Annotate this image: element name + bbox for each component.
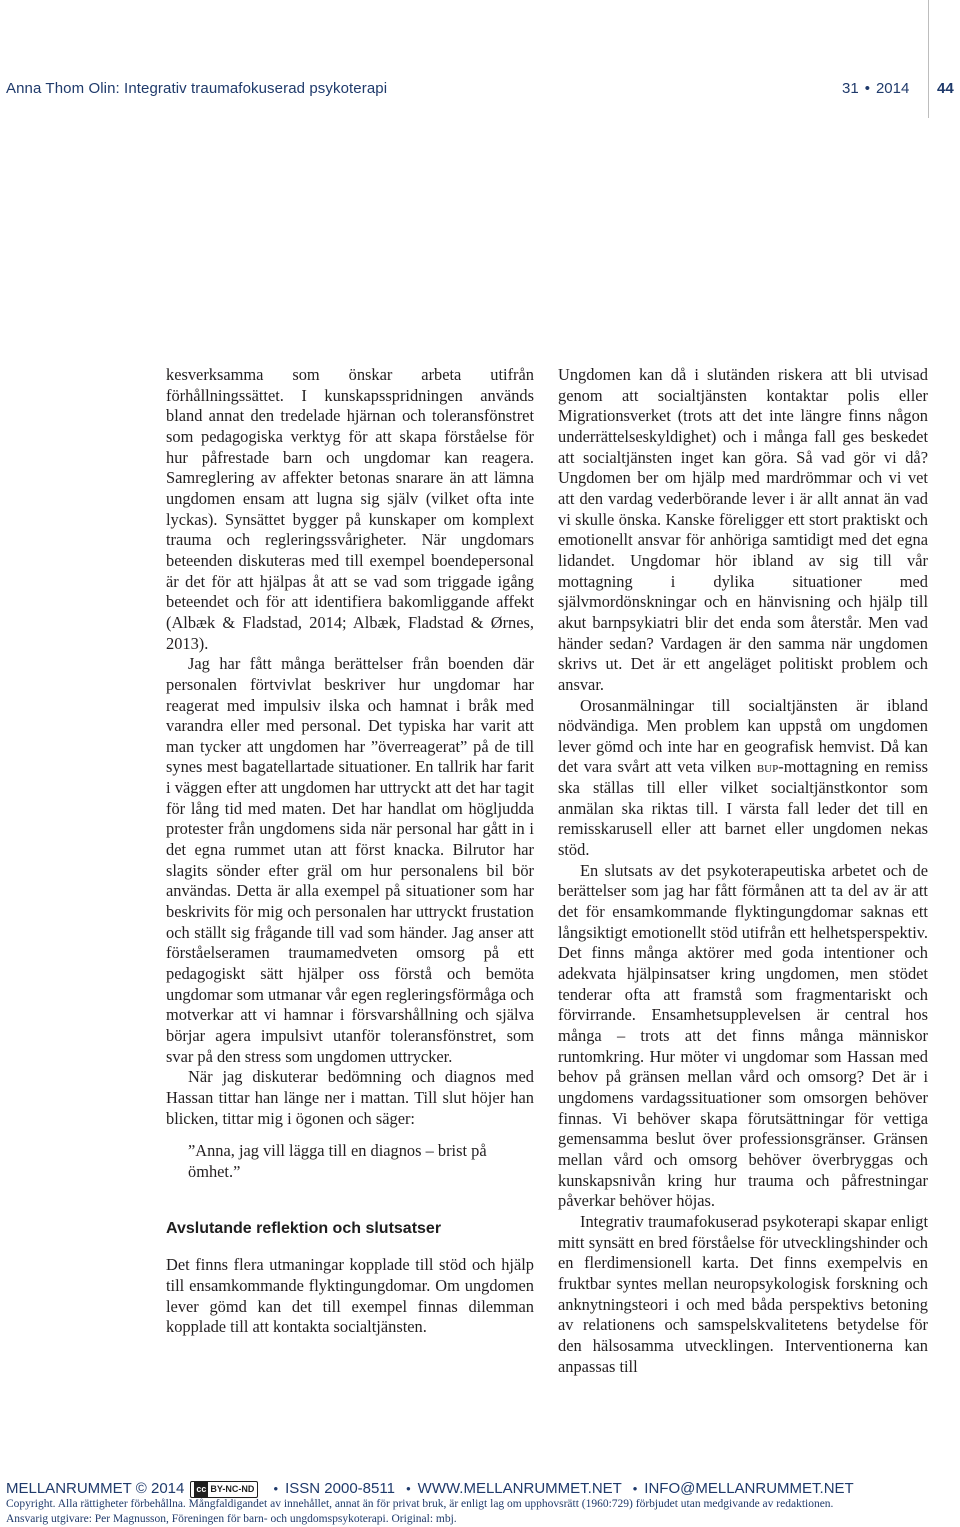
- paragraph-text: -mottagning en remiss ska ställas till eller vilket socialtjänstkontor som anmälan ska riktas till. I värsta fall leder det till en remisskarusell eller att barnet eller ungdomen nekas stöd.: [558, 757, 928, 860]
- left-column: [166, 365, 534, 1338]
- section-heading: Avslutande reflektion och slutsatser: [166, 1219, 442, 1237]
- license-label: BY-NC-ND: [210, 1483, 255, 1494]
- paragraph: [558, 696, 928, 861]
- footer-info: [6, 1480, 930, 1498]
- right-column: [558, 365, 928, 1377]
- header-vertical-rule: [928, 0, 929, 118]
- copyright-icon: ©: [135, 1480, 147, 1497]
- paragraph: Ungdomen kan då i slutänden riskera att bli utvisad genom att socialtjänsten kontaktar polis eller Migrationsverket (trots att det inte längre finns någon underrättelseskyldighet) och i många fall ges beskedet att socialtjänsten inget kan göra. Så vad gör vi då? Ungdomen ber om hjälp med mardrömmar och vi vet att den vardag vederbörande lever i är allt annat än vad vi skulle önska. Kanske föreligger ett stort praktiskt och emotionellt ansvar för anhöriga samtidigt med det egna lidandet. Ungdomar hör ibland av sig till vår mottagning i dylika situationer med självmordönskningar och en hänvisning och hjälp till akut barnpsykiatri blir det enda som återstår. Men vad händer sedan? Vardagen är den samma när ungdomen skrivs ut. Det är ett angeläget politiskt problem och ansvar.: [558, 365, 928, 694]
- footer-year: 2014: [150, 1480, 185, 1497]
- paragraph: Integrativ traumafokuserad psykoterapi skapar enligt mitt synsätt en bred förståelse för utvecklingshinder och en flerdimensionell karta. Det finns exempelvis en fruktbar syntes mellan neuropsykologisk forskning och anknytningsteori i och med båda perspektivs betoning av relationens och samspelskvalitetens betydelse för den hälsosamma utvecklingen. Interventionerna kan anpassas till: [558, 1211, 928, 1376]
- website-link[interactable]: WWW.MELLANRUMMET.NET: [417, 1480, 622, 1497]
- magazine-name: MELLANRUMMET: [6, 1480, 132, 1497]
- running-header-title: Anna Thom Olin: Integrativ traumafokuserad psykoterapi: [6, 80, 388, 97]
- cc-icon: cc: [194, 1482, 208, 1497]
- paragraph: kesverksamma som önskar arbeta utifrån förhållningssättet. I kunskapsspridningen används bland annat den tredelade hjärnan och toleransfönstret som pedagogiska verktyg för att skapa förståelse för hur påfrestade barn och ungdomar kan reagera. Samreglering av affekter betonas snarare än att lämna ungdomen ensam att lugna sig själv (vilket ofta inte lyckas). Synsättet bygger på kunskaper om komplext trauma och regleringssvårigheter. När ungdomars beteenden diskuteras med till exempel boendepersonal är det för att hjälpas åt att se vad som triggade igång beteendet och för att identifiera bakomliggande affekt (Albæk & Fladstad, 2014; Albæk, Fladstad & Ørnes, 2013).: [166, 365, 534, 653]
- paragraph: En slutsats av det psykoterapeutiska arbetet och de berättelser som jag har fått förmånen att ta del av är att det för ensamkommande flyktingungdomar saknas ett långsiktigt emotionellt stöd utifrån ett helhetsperspektiv. Det finns många aktörer med goda intentioner och adekvata hjälpinsatser kring ungdomen, men stödet tenderar ofta att framstå som fragmentariskt och förvirrande. Ensamhetsupplevelsen är central hos många – trots att det finns många människor runtomkring. Hur möter vi ungdomar som Hassan med behov på gränsen mellan vård och omsorg? Det är i ungdomens vardagssituationer som omsorgen behöver finnas. Vi behöver skapa förutsättningar för vettiga gemensamma beslut över professionsgränser. Gränsen mellan vård och omsorg behöver överbryggas och kunskapsnivån kring hur trauma och påfrestningar påverkar behöver höjas.: [558, 860, 928, 1211]
- issue-info: [842, 80, 909, 97]
- paragraph: När jag diskuterar bedömning och diagnos med Hassan tittar han länge ner i mattan. Till slut höjer han blicken, tittar mig i ögonen och säger:: [166, 1067, 534, 1128]
- bullet-separator: •: [273, 1481, 279, 1496]
- paragraph: Jag har fått många berättelser från boenden där personalen förtvivlat beskriver hur ungdomar har reagerat med impulsiv ilska och hamnat i bråk med varandra eller med personal. Det typiska har varit att man tycker att ungdomen har ”överreagerat” på de till synes mest bagatellartade situationer. En tallrik har farit i väggen efter att ungdomen har uttryckt att det har tagit för lång tid med maten. Det har handlat om högljudda protester från ungdomens sida när personal har gått in i det egna rummet utan att först knacka. Bilrutor har slagits sönder efter gräl om hur personalens bil bör användas. Detta är alla exempel på situationer som har beskrivits för mig och personalen har uttryckt frustation och ställt sig frågande till vad som händer. Jag anser att förståelseramen traumamedveten omsorg på ett pedagogiskt sätt hjälper oss förstå och bemöta ungdomar som utmanar vår egen regleringsförmåga och motverkar att vi hamnar i försvarshållning och själva börjar agera impulsivt utanför toleransfönstret, som svar på den stress som ungdomen uttrycker.: [166, 654, 534, 1066]
- issn: ISSN 2000-8511: [285, 1480, 395, 1497]
- bullet-separator: •: [406, 1481, 411, 1496]
- copyright-notice: Copyright. Alla rättigheter förbehållna. Mångfaldigandet av innehållet, annat än för privat bruk, är enligt lag om upphovsrätt (1960:729) förbjudet utan medgivande av redaktionen.: [6, 1498, 834, 1510]
- email-link[interactable]: INFO@MELLANRUMMET.NET: [644, 1480, 854, 1497]
- paragraph: Det finns flera utmaningar kopplade till stöd och hjälp till ensamkommande flyktingungdomar. Om ungdomen lever gömd kan det till exempel finnas dilemman kopplade till att kontakta socialtjänsten.: [166, 1255, 534, 1337]
- publisher-notice: Ansvarig utgivare: Per Magnusson, Föreningen för barn- och ungdomspsykoterapi. Original: mbj.: [6, 1513, 457, 1525]
- bullet-separator: •: [864, 80, 870, 97]
- volume-number: 31: [842, 80, 859, 97]
- bullet-separator: •: [632, 1481, 638, 1496]
- abbreviation-bup: bup: [756, 757, 779, 777]
- cc-license-badge: [190, 1481, 258, 1498]
- page-number: 44: [937, 80, 954, 97]
- issue-year: 2014: [875, 80, 910, 97]
- quote: ”Anna, jag vill lägga till en diagnos – brist på ömhet.”: [188, 1141, 487, 1181]
- paragraph-text: Orosanmälningar till socialtjänsten är ibland nödvändiga. Men problem kan uppstå om ungdomen lever gömd och inte har en geografisk hemvist. Då kan det vara svårt att veta vilken: [558, 695, 928, 777]
